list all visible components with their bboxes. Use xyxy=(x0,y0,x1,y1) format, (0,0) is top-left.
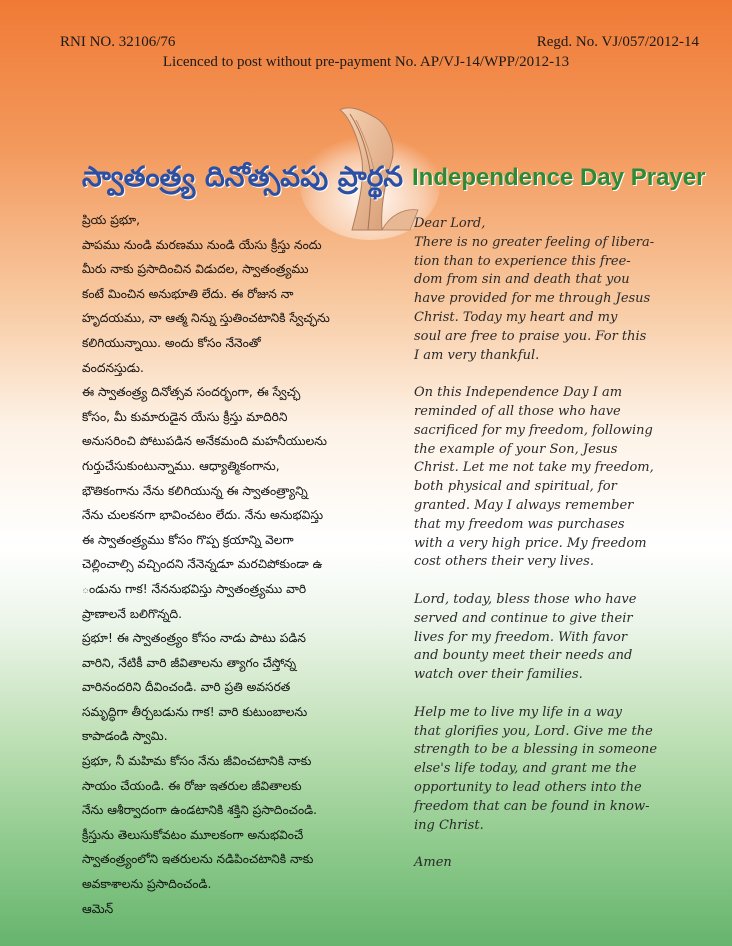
telugu-line: స్వాతంత్ర్యంలోని ఇతరులను నడిపించటానికి నాకు xyxy=(82,852,314,867)
english-line: opportunity to lead others into the xyxy=(414,779,642,795)
english-line: On this Independence Day I am xyxy=(414,385,623,401)
english-line: that my freedom was purchases xyxy=(414,516,625,532)
telugu-line: మీరు నాకు ప్రసాదించిన విడుదల, స్వాతంత్ర్యము xyxy=(82,262,309,277)
english-line: freedom that can be found in know- xyxy=(414,798,650,814)
telugu-line: కంటే మించిన అనుభూతి లేదు. ఈ రోజున నా xyxy=(82,286,294,301)
english-line: watch over their families. xyxy=(414,667,583,683)
telugu-line: కోసం, మీ కుమారుడైన యేసు క్రీస్తు మాదిరిని xyxy=(82,409,288,424)
paragraph-gap xyxy=(414,572,694,591)
telugu-line: ఈ స్వాతంత్ర్యము కోసం గొప్ప క్రయాన్ని వెలగా xyxy=(82,532,294,547)
english-line: both physical and spiritual, for xyxy=(414,479,617,495)
telugu-title: స్వాతంత్ర్య దినోత్సవపు ప్రార్థన xyxy=(82,160,404,193)
registration-number: Regd. No. VJ/057/2012-14 xyxy=(536,34,699,50)
header-top-line xyxy=(60,34,699,56)
english-line: cost others their very lives. xyxy=(414,554,594,570)
telugu-line: కలిగియున్నాయి. అందు కోసం నేనెంతో xyxy=(82,335,261,350)
english-line: sacrificed for my freedom, following xyxy=(414,422,653,438)
english-line: served and continue to give their xyxy=(414,610,633,626)
telugu-line: నేను చులకనగా భావించటం లేదు. నేను అనుభవిస్తు xyxy=(82,508,324,523)
telugu-line: గుర్తుచేసుకుంటున్నాము. ఆధ్యాత్మికంగాను, xyxy=(82,458,280,473)
english-line: lives for my freedom. With favor xyxy=(414,629,628,645)
english-line: I am very thankful. xyxy=(414,347,540,363)
english-line: reminded of all those who have xyxy=(414,403,621,419)
english-line: and bounty meet their needs and xyxy=(414,648,633,664)
english-line: Christ. Today my heart and my xyxy=(414,309,618,325)
telugu-line: వందనస్తుడు. xyxy=(82,360,144,375)
telugu-line: అవకాశాలను ప్రసాదించండి. xyxy=(82,877,212,892)
english-line: have provided for me through Jesus xyxy=(414,291,651,307)
english-line: Amen xyxy=(414,855,452,871)
english-title: Independence Day Prayer xyxy=(412,164,706,191)
english-line: tion than to experience this free- xyxy=(414,253,631,269)
telugu-line: ండును గాక! నేననుభవిస్తు స్వాతంత్ర్యము వారి xyxy=(82,581,307,596)
english-line: Dear Lord, xyxy=(414,216,486,231)
telugu-line: హృదయము, నా ఆత్మ నిన్ను స్తుతించటానికి స్వేచ్ఛను xyxy=(82,311,330,326)
english-line: ing Christ. xyxy=(414,817,484,833)
english-prayer-text xyxy=(414,215,694,873)
telugu-line: నేను ఆశీర్వాదంగా ఉండటానికి శక్తిని ప్రసాదించండి. xyxy=(82,803,318,818)
telugu-line: సమృద్ధిగా తీర్చబడును గాక! వారి కుటుంబాలను xyxy=(82,704,308,719)
telugu-line: ప్రభూ! ఈ స్వాతంత్ర్యం కోసం నాడు పాటు పడిన xyxy=(82,631,306,646)
telugu-line: పాపము నుండి మరణము నుండి యేసు క్రీస్తు నందు xyxy=(82,237,322,252)
telugu-line: భౌతికంగాను నేను కలిగియున్న ఈ స్వాతంత్ర్యాన్ని xyxy=(82,483,308,498)
telugu-line: చెల్లించాల్సి వచ్చిందని నేనెన్నడూ మరచిపోకుండా ఉ xyxy=(82,557,323,572)
english-line: the example of your Son, Jesus xyxy=(414,441,618,457)
paragraph-gap xyxy=(414,835,694,854)
english-line: Lord, today, bless those who have xyxy=(414,591,637,607)
telugu-line: ఈ స్వాతంత్ర్య దినోత్సవ సందర్భంగా, ఈ స్వేచ్ఛ xyxy=(82,385,301,400)
english-line: Help me to live my life in a way xyxy=(414,704,622,720)
english-line: strength to be a blessing in someone xyxy=(414,742,658,758)
telugu-line: సాయం చేయండి. ఈ రోజు ఇతరుల జీవితాలకు xyxy=(82,778,302,793)
telugu-line: ప్రియ ప్రభూ, xyxy=(82,213,141,227)
english-line: with a very high price. My freedom xyxy=(414,535,647,551)
rni-number: RNI NO. 32106/76 xyxy=(60,34,176,50)
telugu-line: ప్రభూ, నీ మహిమ కోసం నేను జీవించటానికి నాకు xyxy=(82,754,312,769)
paragraph-gap xyxy=(414,365,694,384)
paragraph-gap xyxy=(414,685,694,704)
english-line: that glorifies you, Lord. Give me the xyxy=(414,723,653,739)
telugu-line: ఆమెన్ xyxy=(82,901,114,916)
telugu-line: అనుసరించి పోటుపడిన అనేకమంది మహనీయులను xyxy=(82,434,328,449)
english-line: There is no greater feeling of libera- xyxy=(414,234,655,250)
telugu-prayer-text xyxy=(82,208,392,921)
telugu-line: ప్రాణాలనే బలిగొన్నది. xyxy=(82,606,182,621)
english-line: granted. May I always remember xyxy=(414,497,634,513)
telugu-line: కాపాడండి స్వామి. xyxy=(82,729,168,744)
telugu-line: క్రీస్తును తెలుసుకోవటం మూలకంగా అనుభవించే xyxy=(82,827,304,842)
licence-line: Licenced to post without pre-payment No. AP/VJ-14/WPP/2012-13 xyxy=(162,54,570,70)
english-line: soul are free to praise you. For this xyxy=(414,328,647,344)
english-line: else's life today, and grant me the xyxy=(414,761,637,777)
telugu-line: వారిని, నేటికీ వారి జీవితాలను త్యాగం చేస్తోన్న xyxy=(82,655,297,670)
english-line: dom from sin and death that you xyxy=(414,272,630,288)
english-line: Christ. Let me not take my freedom, xyxy=(414,460,654,476)
telugu-line: వారినందరిని దీవించండి. వారి ప్రతి అవసరత xyxy=(82,680,291,695)
